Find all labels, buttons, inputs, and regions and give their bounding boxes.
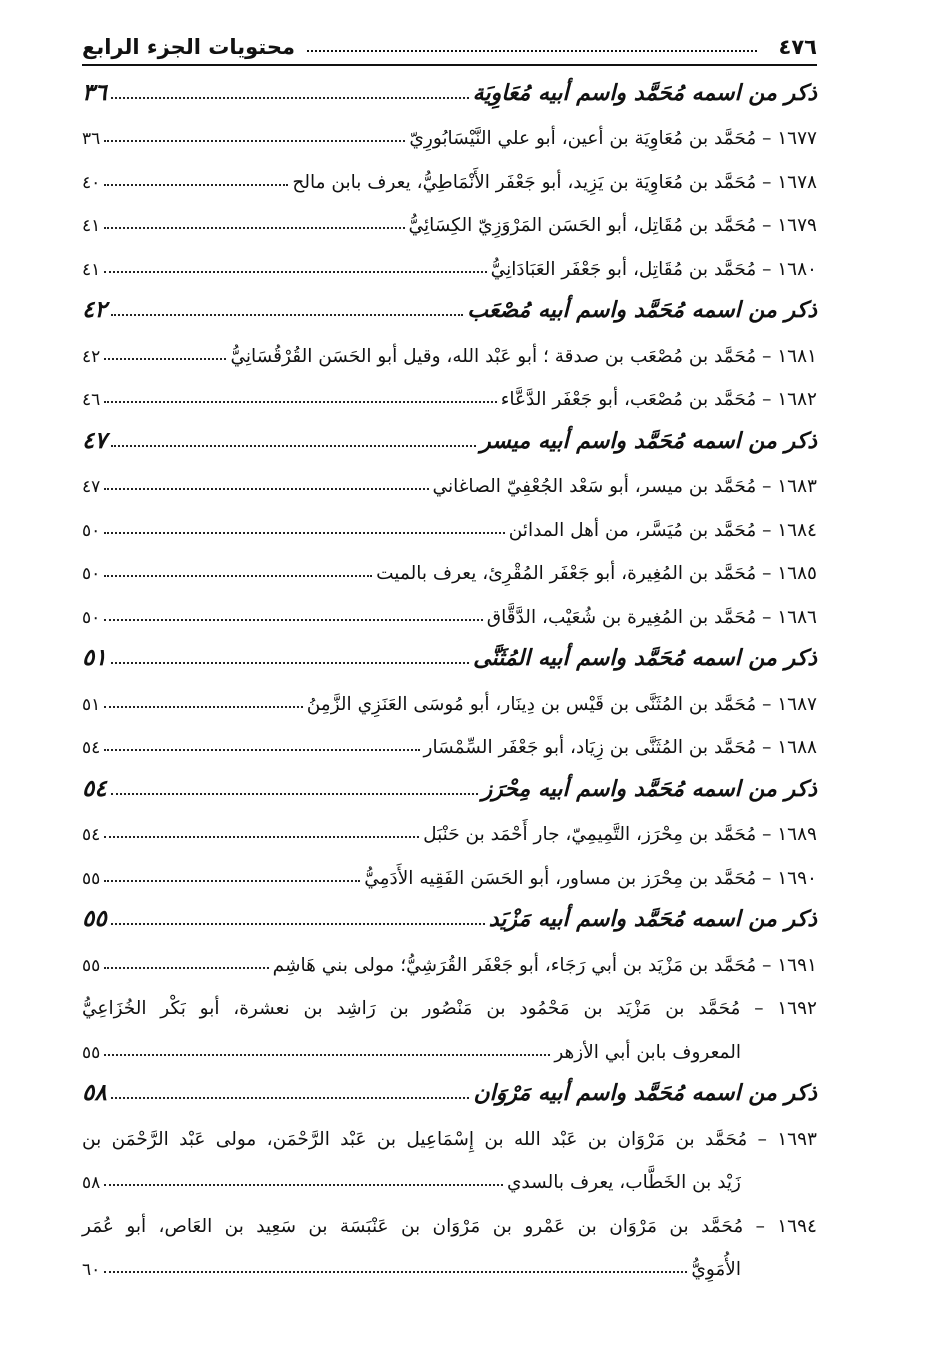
toc-entry xyxy=(82,460,817,504)
toc-page-number: ٥١ xyxy=(82,645,107,671)
toc-entry-title: ذكر من اسمه مُحَمَّد واسم أبيه مُعَاوِيَة xyxy=(472,80,817,106)
toc-page-number: ٥٠ xyxy=(82,564,101,584)
leader-dots xyxy=(104,1271,687,1273)
leader-dots xyxy=(104,271,486,273)
toc-entry xyxy=(82,808,817,852)
toc-entry xyxy=(82,590,817,634)
leader-dots xyxy=(104,619,483,621)
toc-entry-line xyxy=(82,1199,817,1243)
toc-page-number: ٤٢ xyxy=(82,346,101,367)
toc-entry-title: ١٦٨٥ – مُحَمَّد بن المُغِيرة، أبو جَعْفَر المُقْرِئ، يعرف بالميت xyxy=(376,563,817,584)
toc-entry-title: ١٦٨٦ – مُحَمَّد بن المُغِيرة بن شُعَيْب، الدَّقَّاق xyxy=(486,606,817,628)
leader-dots xyxy=(104,706,302,708)
toc-entry-title: ١٦٨٣ – مُحَمَّد بن ميسر، أبو سَعْد الجُعْفِيّ الصاغاني xyxy=(432,476,817,497)
toc-entry xyxy=(82,329,817,373)
toc-entry-title: ١٦٨٠ – مُحَمَّد بن مُقَاتِل، أبو جَعْفَر العَبَادَانِيُّ xyxy=(490,258,817,280)
toc-page-number: ٥٠ xyxy=(82,520,101,541)
toc-page-number: ٤٠ xyxy=(82,172,101,193)
leader-dots xyxy=(111,662,469,664)
toc-entry-continuation xyxy=(82,1243,817,1287)
toc-entry xyxy=(82,851,817,895)
leader-dots xyxy=(104,532,504,534)
toc-entry-continuation xyxy=(82,1025,817,1069)
toc-entry xyxy=(82,373,817,417)
toc-entry xyxy=(82,155,817,199)
leader-dots xyxy=(111,314,464,316)
toc-page-number: ٥١ xyxy=(82,694,101,715)
toc-entry-title: ذكر من اسمه مُحَمَّد واسم أبيه مَرْوَان xyxy=(473,1081,817,1106)
toc-entry-title: ١٦٩٠ – مُحَمَّد بن مِحْرَز بن مساور، أبو الحَسَن الفَقِيه الأَدَمِيُّ xyxy=(364,867,817,889)
toc-entry-title: زَيْد بن الخَطَّاب، يعرف بالسدي xyxy=(506,1172,741,1193)
toc-section-heading xyxy=(82,634,817,678)
toc-page-number: ٦٠ xyxy=(82,1260,101,1280)
toc-entry-title: ذكر من اسمه مُحَمَّد واسم أبيه مُصْعَب xyxy=(467,298,817,323)
toc-page-number: ٣٦ xyxy=(82,129,101,149)
running-header xyxy=(82,30,817,64)
toc-entry-title: ذكر من اسمه مُحَمَّد واسم أبيه مَزْيَد xyxy=(488,907,817,932)
header-rule xyxy=(82,64,817,66)
table-of-contents xyxy=(82,68,817,1286)
toc-entry-title: ١٦٩٣ – مُحَمَّد بن مَرْوَان بن عَبْد الله بن إِسْمَاعِيل بن عَبْد الرَّحْمَن، مولى عَبْد الرَّحْمَن بن xyxy=(82,1128,817,1150)
toc-page-number: ٥٨ xyxy=(82,1173,101,1193)
header-page-number: ٤٧٦ xyxy=(778,35,817,59)
toc-section-heading xyxy=(82,1069,817,1113)
toc-page-number: ٥٥ xyxy=(82,868,101,889)
leader-dots xyxy=(104,575,372,577)
toc-page-number: ٤١ xyxy=(82,216,101,236)
leader-dots xyxy=(104,967,268,969)
leader-dots xyxy=(111,793,478,795)
toc-entry-title: ١٦٨٧ – مُحَمَّد بن المُثَنَّى بن قَيْس بن دِينَار، أبو مُوسَى العَنَزِي الزَّمِنُ xyxy=(306,693,817,715)
toc-entry-line xyxy=(82,1112,817,1156)
toc-entry xyxy=(82,112,817,156)
toc-entry-continuation xyxy=(82,1156,817,1200)
header-title: محتويات الجزء الرابع xyxy=(82,35,295,59)
toc-entry-title: ١٦٩٤ – مُحَمَّد بن مَرْوَان بن عَمْرو بن مَرْوَان بن عَنْبَسَة بن سَعِيد بن العَاص، أبو عُمَر xyxy=(82,1215,817,1237)
toc-section-heading xyxy=(82,764,817,808)
toc-entry xyxy=(82,547,817,591)
leader-dots xyxy=(104,880,360,882)
toc-section-heading xyxy=(82,416,817,460)
toc-entry xyxy=(82,677,817,721)
leader-dots xyxy=(111,97,469,99)
toc-section-heading xyxy=(82,286,817,330)
toc-entry-title: ١٦٨٩ – مُحَمَّد بن مِحْرَز، التَّمِيمِيّ، جار أَحْمَد بن حَنْبَل xyxy=(423,824,817,845)
toc-entry-title: ١٦٨١ – مُحَمَّد بن مُصْعَب بن صدقة ؛ أبو عَبْد الله، وقيل أبو الحَسَن القُرْقُسَانِيُّ xyxy=(230,345,817,367)
toc-page-number: ٥٨ xyxy=(82,1080,107,1106)
toc-page-number: ٥٥ xyxy=(82,955,101,976)
leader-dots xyxy=(111,445,476,447)
leader-dots xyxy=(111,923,485,925)
toc-page-number: ٥٥ xyxy=(82,906,107,932)
toc-entry-title: ١٦٧٨ – مُحَمَّد بن مُعَاوِيَة بن يَزِيد، أبو جَعْفَر الأَنْمَاطِيُّ، يعرف بابن مالح xyxy=(292,171,817,193)
leader-dots xyxy=(104,749,419,751)
toc-entry-title: ١٦٩١ – مُحَمَّد بن مَزْيَد بن أبي رَجَاء، أبو جَعْفَر القُرَشِيُّ؛ مولى بني هَاشِم xyxy=(272,954,817,976)
toc-page-number: ٤١ xyxy=(82,259,101,280)
toc-entry-title: ١٦٨٢ – مُحَمَّد بن مُصْعَب، أبو جَعْفَر الدَّعَّاء xyxy=(500,389,817,410)
toc-entry-title: ذكر من اسمه مُحَمَّد واسم أبيه المُثَنَّى xyxy=(473,646,817,671)
leader-dots xyxy=(104,836,419,838)
toc-entry-title: ١٦٧٧ – مُحَمَّد بن مُعَاوِيَة بن أعين، أبو علي النَّيْسَابُورِيّ xyxy=(409,128,817,149)
toc-page-number: ٤٧ xyxy=(82,477,101,497)
leader-dots xyxy=(104,1184,503,1186)
toc-entry-title: الأُمَوِيُّ xyxy=(691,1259,741,1280)
toc-page-number: ٥٥ xyxy=(82,1042,101,1063)
toc-entry xyxy=(82,199,817,243)
leader-dots xyxy=(104,184,288,186)
header-leader-dots xyxy=(307,50,757,52)
leader-dots xyxy=(104,1054,550,1056)
toc-page-number: ٥٠ xyxy=(82,607,101,628)
toc-entry-title: ١٦٧٩ – مُحَمَّد بن مُقَاتِل، أبو الحَسَن المَرْوَزِيّ الكِسَائِيُّ xyxy=(408,215,817,236)
toc-page-number: ٤٢ xyxy=(82,297,107,323)
toc-section-heading xyxy=(82,68,817,112)
toc-entry xyxy=(82,242,817,286)
toc-page-number: ٤٧ xyxy=(82,427,107,454)
toc-entry-title: ١٦٨٨ – مُحَمَّد بن المُثَنَّى بن زِيَاد، أبو جَعْفَر السِّمْسَار xyxy=(423,737,817,758)
toc-entry xyxy=(82,503,817,547)
leader-dots xyxy=(104,488,428,490)
toc-page-number: ٥٤ xyxy=(82,738,101,758)
toc-entry-title: ١٦٩٢ – مُحَمَّد بن مَزْيَد بن مَحْمُود بن مَنْصُور بن رَاشِد بن نعشرة، أبو بَكْر الخُزَاعِيُّ xyxy=(82,998,817,1019)
toc-entry-title: المعروف بابن أبي الأزهر xyxy=(554,1041,741,1063)
toc-page-number: ٥٤ xyxy=(82,775,107,802)
toc-page-number: ٤٦ xyxy=(82,390,101,410)
toc-entry xyxy=(82,938,817,982)
toc-page-number: ٣٦ xyxy=(82,79,107,106)
toc-entry-title: ١٦٨٤ – مُحَمَّد بن مُيَسَّر، من أهل المدائن xyxy=(508,519,817,541)
leader-dots xyxy=(104,358,226,360)
toc-entry-title: ذكر من اسمه مُحَمَّد واسم أبيه مِحْرَز xyxy=(481,776,817,802)
toc-page-number: ٥٤ xyxy=(82,825,101,845)
leader-dots xyxy=(104,140,405,142)
leader-dots xyxy=(104,401,496,403)
toc-entry-title: ذكر من اسمه مُحَمَّد واسم أبيه ميسر xyxy=(480,428,817,454)
toc-section-heading xyxy=(82,895,817,939)
leader-dots xyxy=(104,227,404,229)
leader-dots xyxy=(111,1097,470,1099)
toc-entry xyxy=(82,721,817,765)
toc-entry-line xyxy=(82,982,817,1026)
